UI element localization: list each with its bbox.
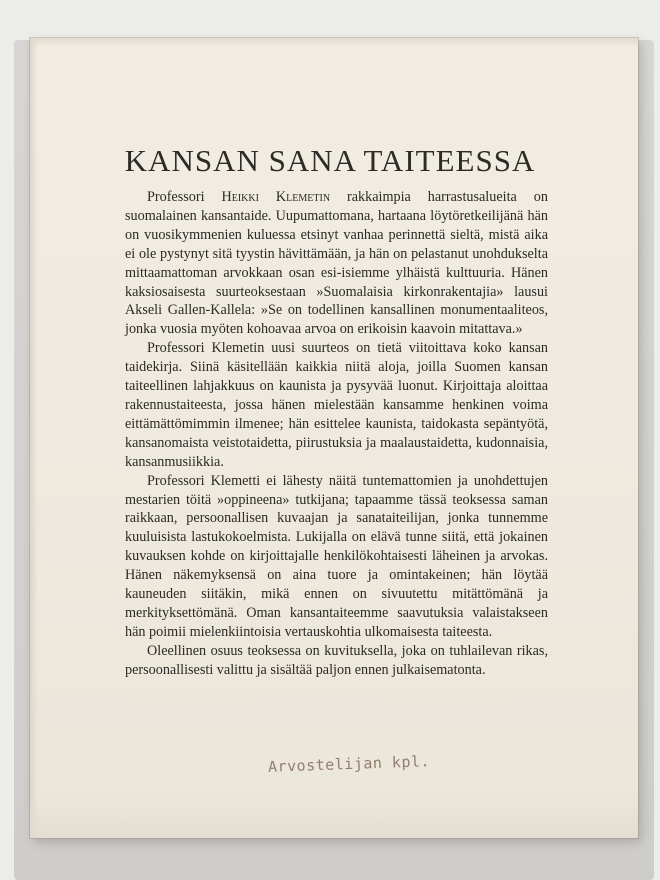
blurb-paragraph-2: Professori Klemetin uusi suurteos on tietä viitoittava koko kansan taidekirja. Siinä käsitellään kaikkia niitä aloja, joilla Suomen kansan taiteellinen lahjakkuus on kaunista ja pysyvää luonut. Kirjoittaja aloittaa rakennustaiteesta, jossa hänen mielestään kansamme henkinen voima eittämättömimmin ilmenee; hän esittelee kaunista, taidokasta sepäntyötä, kansanomaista veistotaidetta, piirustuksia ja maalaustaidetta, kudonnaisia, kansanmusiikkia. xyxy=(125,340,548,470)
blurb-paragraph-3: Professori Klemetti ei lähesty näitä tuntemattomien ja unohdettujen mestarien töitä »oppineena» tutkijana; tapaamme tässä teoksessa saman raikkaan, persoonallisen kuvaajan ja sanataiteilijan, jonka tunnemme kuuluisista lastukokoelmista. Lukijalla on elävä tunne siitä, että jokainen kuvauksen kohde on kirjoittajalle henkilökohtaisesti läheinen ja arvokas. Hänen näkemyksensä on aina tuore ja omintakeinen; hän löytää kauneuden siitäkin, mikä ennen on sivuutettu mitättömänä ja merkityksettömänä. Oman kansantaiteemme saavutuksia valaistakseen hän poimii mielenkiintoisia vertauskohtia ulkomaisesta taiteesta. xyxy=(125,472,548,640)
paragraph-1-rest: rakkaimpia harrastusalueita on suomalainen kansantaide. Uupumattomana, hartaana löytöretkeilijänä hän on vuosikymmenien kuluessa etsinyt vanhaa perinnettä sieltä, mistä aika ei ole pystynyt sitä tyystin hävittämään, ja hän on pelastanut unohdukselta mittaamattoman arvokkaan osan esi-isiemme ylhäistä kulttuuria. Hänen kaksiosaisesta suurteoksestaan »Suomalaisia kirkonrakentajia» lausui Akseli Gallen-Kallela: »Se on todellinen kansallinen monumentaaliteos, jonka vuosia myöten kohoavaa arvoa on erikoisin kaavoin mitattava.» xyxy=(125,189,548,338)
blurb-paragraph-1 xyxy=(125,188,548,339)
paragraph-1-start: Professori xyxy=(147,189,222,205)
reviewer-copy-stamp: Arvostelijan kpl. xyxy=(267,752,431,776)
author-name: Heikki Klemetin xyxy=(221,189,331,205)
cover-bottom-wear xyxy=(30,800,638,838)
blurb-text xyxy=(125,188,548,680)
cover-top-edge xyxy=(30,38,638,48)
book-title: KANSAN SANA TAITEESSA xyxy=(124,143,536,178)
blurb-paragraph-4: Oleellinen osuus teoksessa on kuvituksella, joka on tuhlailevan rikas, persoonallisesti valittu ja sisältää paljon ennen julkaisematonta. xyxy=(125,642,548,678)
